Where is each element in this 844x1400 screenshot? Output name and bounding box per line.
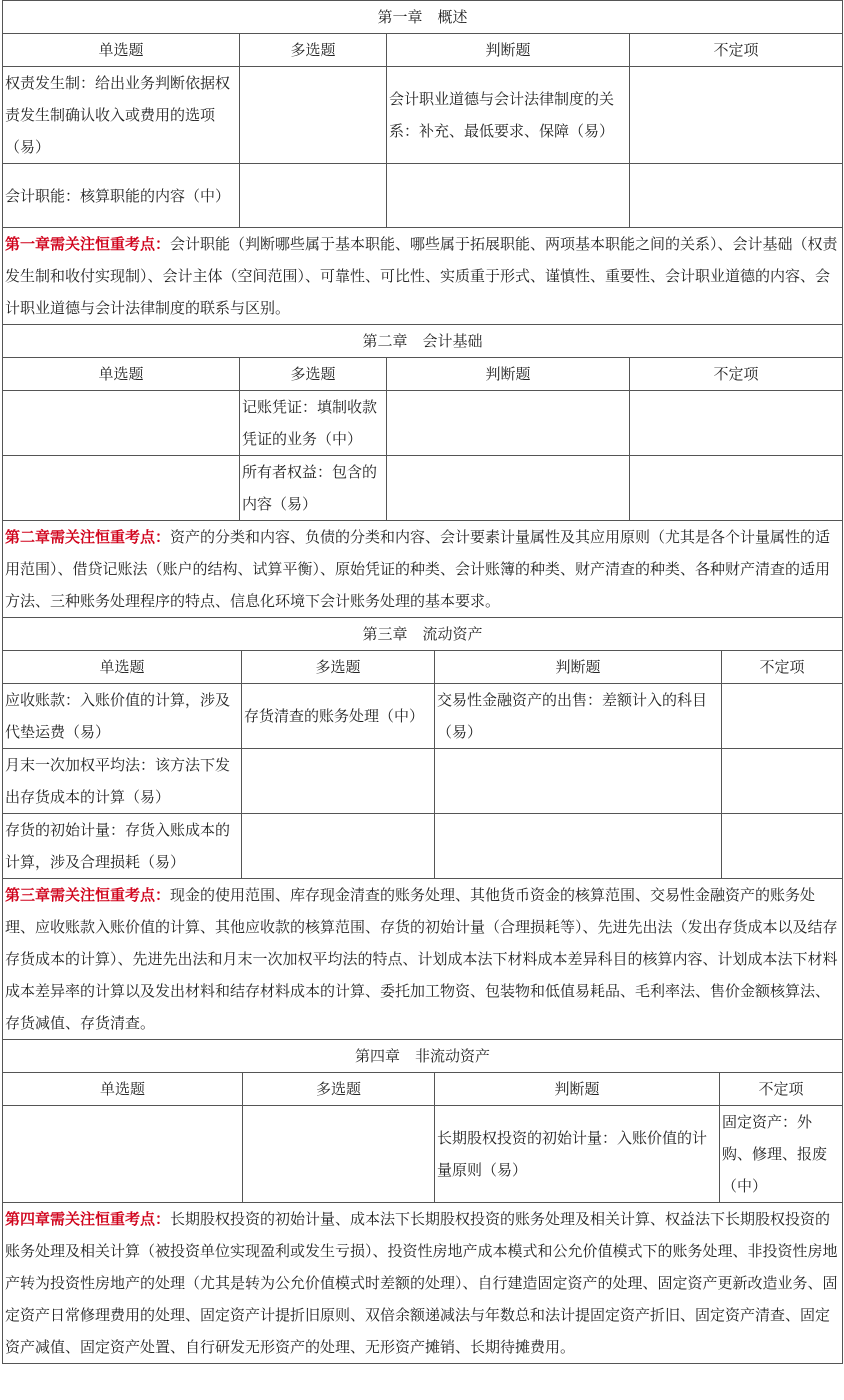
table-row: [3, 391, 843, 456]
header-single-choice: 单选题: [3, 358, 240, 391]
cell: [240, 164, 387, 228]
header-multi-choice: 多选题: [240, 34, 387, 67]
cell: [3, 456, 240, 521]
header-single-choice: 单选题: [3, 651, 242, 684]
chapter-1-key-points: [3, 228, 843, 325]
header-true-false: 判断题: [435, 651, 722, 684]
cell: 交易性金融资产的出售：差额计入的科目（易）: [435, 684, 722, 749]
table-row: [3, 749, 843, 814]
header-multi-choice: 多选题: [242, 651, 435, 684]
key-points-label: 第三章需关注恒重考点：: [5, 886, 171, 904]
chapter-2-table: [2, 324, 843, 618]
header-indefinite: 不定项: [630, 358, 843, 391]
cell: 固定资产：外购、修理、报废（中）: [720, 1106, 843, 1203]
cell: [387, 164, 630, 228]
key-points-text: 资产的分类和内容、负债的分类和内容、会计要素计量属性及其应用原则（尤其是各个计量属性的适用范围）、借贷记账法（账户的结构、试算平衡）、原始凭证的种类、会计账簿的种类、财产清查的种类、各种财产清查的适用方法、三种账务处理程序的特点、信息化环境下会计账务处理的基本要求。: [5, 528, 831, 610]
cell: 所有者权益：包含的内容（易）: [240, 456, 387, 521]
cell: [435, 814, 722, 879]
header-single-choice: 单选题: [3, 34, 240, 67]
key-points-row: [3, 228, 843, 325]
cell: [722, 749, 843, 814]
chapter-3-table: [2, 617, 843, 1040]
table-row: [3, 1106, 843, 1203]
key-points-row: [3, 521, 843, 618]
cell: [3, 1106, 243, 1203]
cell: [242, 814, 435, 879]
cell: 月末一次加权平均法：该方法下发出存货成本的计算（易）: [3, 749, 242, 814]
cell: 长期股权投资的初始计量：入账价值的计量原则（易）: [435, 1106, 720, 1203]
header-multi-choice: 多选题: [240, 358, 387, 391]
cell: 存货清查的账务处理（中）: [242, 684, 435, 749]
cell: [387, 391, 630, 456]
cell: [387, 456, 630, 521]
header-multi-choice: 多选题: [243, 1073, 435, 1106]
key-points-row: [3, 1203, 843, 1364]
header-indefinite: 不定项: [722, 651, 843, 684]
cell: 应收账款：入账价值的计算，涉及代垫运费（易）: [3, 684, 242, 749]
cell: [3, 391, 240, 456]
key-points-label: 第四章需关注恒重考点：: [5, 1210, 171, 1228]
header-indefinite: 不定项: [630, 34, 843, 67]
cell: 存货的初始计量：存货入账成本的计算，涉及合理损耗（易）: [3, 814, 242, 879]
cell: 权责发生制：给出业务判断依据权责发生制确认收入或费用的选项（易）: [3, 67, 240, 164]
table-row: [3, 456, 843, 521]
cell: [243, 1106, 435, 1203]
key-points-label: 第二章需关注恒重考点：: [5, 528, 171, 546]
table-row: [3, 67, 843, 164]
cell: 记账凭证：填制收款凭证的业务（中）: [240, 391, 387, 456]
chapter-2-key-points: [3, 521, 843, 618]
table-row: [3, 814, 843, 879]
cell: [630, 164, 843, 228]
cell: [435, 749, 722, 814]
document: [2, 0, 842, 1364]
header-true-false: 判断题: [387, 358, 630, 391]
key-points-label: 第一章需关注恒重考点：: [5, 235, 171, 253]
chapter-1-title: 第一章 概述: [3, 1, 843, 34]
cell: [722, 684, 843, 749]
key-points-text: 会计职能（判断哪些属于基本职能、哪些属于拓展职能、两项基本职能之间的关系）、会计基础（权责发生制和收付实现制）、会计主体（空间范围）、可靠性、可比性、实质重于形式、谨慎性、重要性、会计职业道德的内容、会计职业道德与会计法律制度的联系与区别。: [5, 235, 838, 317]
cell: [240, 67, 387, 164]
chapter-3-title: 第三章 流动资产: [3, 618, 843, 651]
chapter-3-key-points: [3, 879, 843, 1040]
header-true-false: 判断题: [387, 34, 630, 67]
cell: [242, 749, 435, 814]
chapter-1-table: [2, 0, 843, 325]
header-indefinite: 不定项: [720, 1073, 843, 1106]
header-true-false: 判断题: [435, 1073, 720, 1106]
header-single-choice: 单选题: [3, 1073, 243, 1106]
chapter-4-table: [2, 1039, 843, 1364]
chapter-2-title: 第二章 会计基础: [3, 325, 843, 358]
chapter-4-key-points: [3, 1203, 843, 1364]
chapter-4-title: 第四章 非流动资产: [3, 1040, 843, 1073]
cell: [630, 456, 843, 521]
cell: [630, 391, 843, 456]
key-points-row: [3, 879, 843, 1040]
key-points-text: 长期股权投资的初始计量、成本法下长期股权投资的账务处理及相关计算、权益法下长期股权投资的账务处理及相关计算（被投资单位实现盈利或发生亏损）、投资性房地产成本模式和公允价值模式下的账务处理、非投资性房地产转为投资性房地产的处理（尤其是转为公允价值模式时差额的处理）、自行建造固定资产的处理、固定资产更新改造业务、固定资产日常修理费用的处理、固定资产计提折旧原则、双倍余额递减法与年数总和法计提固定资产折旧、固定资产清查、固定资产减值、固定资产处置、自行研发无形资产的处理、无形资产摊销、长期待摊费用。: [5, 1210, 838, 1356]
cell: [722, 814, 843, 879]
table-row: [3, 684, 843, 749]
key-points-text: 现金的使用范围、库存现金清查的账务处理、其他货币资金的核算范围、交易性金融资产的账务处理、应收账款入账价值的计算、其他应收款的核算范围、存货的初始计量（合理损耗等）、先进先出法（发出存货成本以及结存存货成本的计算）、先进先出法和月末一次加权平均法的特点、计划成本法下材料成本差异科目的核算内容、计划成本法下材料成本差异率的计算以及发出材料和结存材料成本的计算、委托加工物资、包装物和低值易耗品、毛利率法、售价金额核算法、存货减值、存货清查。: [5, 886, 838, 1032]
cell: [630, 67, 843, 164]
cell: 会计职能：核算职能的内容（中）: [3, 164, 240, 228]
cell: 会计职业道德与会计法律制度的关系：补充、最低要求、保障（易）: [387, 67, 630, 164]
table-row: [3, 164, 843, 228]
